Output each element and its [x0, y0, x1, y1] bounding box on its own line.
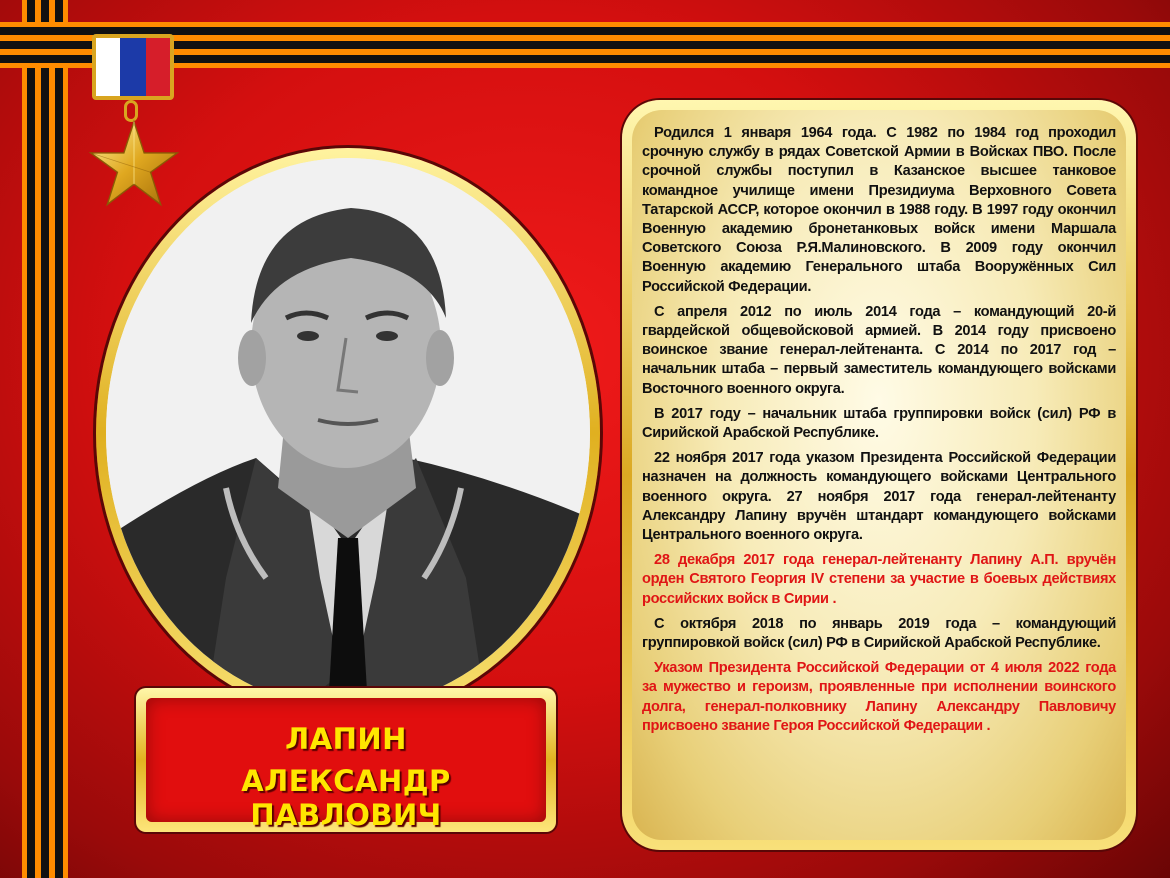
first-and-patronymic: АЛЕКСАНДР ПАВЛОВИЧ — [241, 764, 451, 832]
portrait-photo — [106, 158, 590, 708]
biography-paragraph: В 2017 году – начальник штаба группировки войск (сил) РФ в Сирийской Арабской Республике. — [642, 405, 1116, 442]
st-george-ribbon-horizontal — [0, 22, 1170, 68]
surname: ЛАПИН — [285, 722, 407, 756]
hero-gold-star-medal-icon — [88, 118, 180, 210]
biography-paragraph-highlight: 28 декабря 2017 года генерал-лейтенанту Лапину А.П. вручён орден Святого Георгия IV степени за участие в боевых действиях российских войск в Сирии . — [642, 552, 1116, 607]
st-george-ribbon-vertical — [22, 0, 68, 878]
biography-paragraph: С апреля 2012 по июль 2014 года – командующий 20-й гвардейской общевойсковой армией. В 2014 году присвоено воинское звание генерал-лейтенанта. С 2014 по 2017 год – начальник штаба – первый заместитель командующего войсками Восточного военного округа. — [642, 303, 1116, 397]
biography-text — [642, 124, 1116, 742]
biography-paragraph: 22 ноября 2017 года указом Президента Российской Федерации назначен на должность командующего войсками Центрального военного округа. 27 ноября 2017 года генерал-лейтенанту Александру Лапину вручён штандарт командующего войсками Центрального военного округа. — [642, 450, 1116, 544]
medal-ribbon-bar — [92, 34, 174, 100]
biography-paragraph-highlight: Указом Президента Российской Федерации от 4 июля 2022 года за мужество и героизм, проявленные при исполнении воинского долга, генерал-полковнику Лапину Александру Павловичу присвоено звание Героя Российской Федерации . — [642, 660, 1116, 734]
biography-paragraph: С октября 2018 по январь 2019 года – командующий группировкой войск (сил) РФ в Сирийской Арабской Республике. — [642, 615, 1116, 652]
biography-paragraph: Родился 1 января 1964 года. С 1982 по 1984 год проходил срочную службу в рядах Советской Армии в Войсках ПВО. После срочной службы поступил в Казанское высшее танковое командное училище имени Президиума Верховного Совета Татарской АССР, которое окончил в 1988 году. В 1997 году окончил Военную академию бронетанковых войск имени Маршала Советского Союза Р.Я.Малиновского. В 2009 году окончил Военную академию Генерального штаба Вооружённых Сил Российской Федерации. — [642, 125, 1116, 295]
